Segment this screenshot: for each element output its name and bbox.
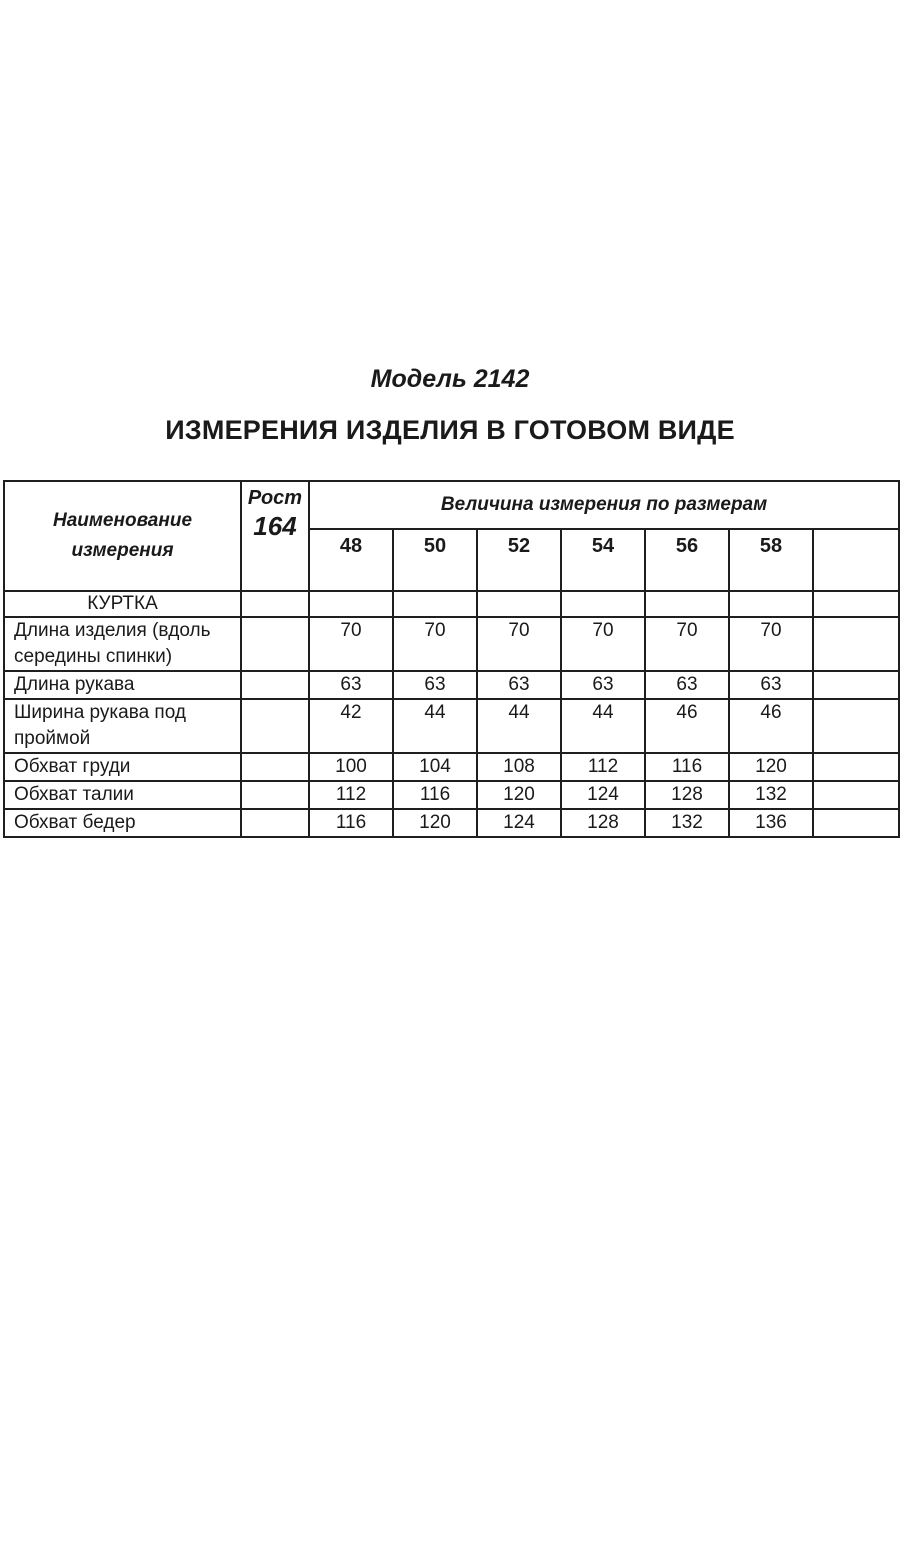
value-cell: 116: [309, 809, 393, 837]
value-cell-empty: [813, 671, 899, 699]
table-row: [4, 781, 899, 809]
value-cell: 108: [477, 753, 561, 781]
empty-cell: [241, 809, 309, 837]
value-cell: 132: [645, 809, 729, 837]
value-cell-empty: [813, 809, 899, 837]
size-col-header: 58: [729, 529, 813, 591]
table-row: [4, 699, 899, 753]
value-cell: 120: [393, 809, 477, 837]
row-label: Ширина рукава под проймой: [4, 699, 241, 753]
column-header-sizes-group: Величина измерения по размерам: [309, 481, 899, 529]
value-cell: 104: [393, 753, 477, 781]
value-cell: 63: [393, 671, 477, 699]
column-header-height: [241, 481, 309, 591]
value-cell-empty: [813, 699, 899, 753]
value-cell: 124: [477, 809, 561, 837]
value-cell: 70: [561, 617, 645, 671]
size-col-header-empty: [813, 529, 899, 591]
value-cell: 132: [729, 781, 813, 809]
value-cell: 70: [477, 617, 561, 671]
value-cell: 70: [309, 617, 393, 671]
table-row: [4, 617, 899, 671]
empty-cell: [477, 591, 561, 617]
size-col-header: 48: [309, 529, 393, 591]
value-cell: 70: [729, 617, 813, 671]
measurements-table: [3, 480, 900, 838]
value-cell: 100: [309, 753, 393, 781]
value-cell: 44: [393, 699, 477, 753]
size-col-header: 54: [561, 529, 645, 591]
empty-cell: [645, 591, 729, 617]
value-cell: 116: [393, 781, 477, 809]
empty-cell: [309, 591, 393, 617]
empty-cell: [393, 591, 477, 617]
column-header-measurement-name: Наименование измерения: [4, 481, 241, 591]
size-col-header: 50: [393, 529, 477, 591]
row-label: Обхват талии: [4, 781, 241, 809]
value-cell: 44: [561, 699, 645, 753]
section-row: [4, 591, 899, 617]
value-cell: 136: [729, 809, 813, 837]
size-col-header: 56: [645, 529, 729, 591]
value-cell: 124: [561, 781, 645, 809]
value-cell-empty: [813, 617, 899, 671]
value-cell: 112: [309, 781, 393, 809]
row-label: Длина изделия (вдоль середины спинки): [4, 617, 241, 671]
empty-cell: [241, 591, 309, 617]
value-cell: 70: [393, 617, 477, 671]
value-cell: 46: [645, 699, 729, 753]
empty-cell: [241, 617, 309, 671]
page-title-model: Модель 2142: [370, 365, 530, 393]
table-row: [4, 809, 899, 837]
table-header-row-group: [4, 481, 899, 529]
value-cell: 42: [309, 699, 393, 753]
value-cell: 46: [729, 699, 813, 753]
value-cell: 63: [309, 671, 393, 699]
page-title-main: ИЗМЕРЕНИЯ ИЗДЕЛИЯ В ГОТОВОМ ВИДЕ: [165, 415, 735, 445]
empty-cell: [241, 671, 309, 699]
empty-cell: [241, 699, 309, 753]
empty-cell: [241, 753, 309, 781]
section-row-label: КУРТКА: [4, 591, 241, 617]
table-row: [4, 753, 899, 781]
value-cell: 116: [645, 753, 729, 781]
value-cell: 63: [477, 671, 561, 699]
size-col-header: 52: [477, 529, 561, 591]
row-label: Обхват бедер: [4, 809, 241, 837]
value-cell-empty: [813, 753, 899, 781]
empty-cell: [241, 781, 309, 809]
height-label: Рост: [247, 487, 303, 509]
row-label: Длина рукава: [4, 671, 241, 699]
row-label: Обхват груди: [4, 753, 241, 781]
value-cell: 63: [729, 671, 813, 699]
value-cell: 63: [645, 671, 729, 699]
empty-cell: [729, 591, 813, 617]
value-cell: 63: [561, 671, 645, 699]
value-cell: 112: [561, 753, 645, 781]
value-cell: 120: [477, 781, 561, 809]
value-cell: 128: [645, 781, 729, 809]
empty-cell: [561, 591, 645, 617]
value-cell: 70: [645, 617, 729, 671]
empty-cell: [813, 591, 899, 617]
value-cell: 44: [477, 699, 561, 753]
height-value: 164: [253, 511, 297, 541]
value-cell: 128: [561, 809, 645, 837]
value-cell: 120: [729, 753, 813, 781]
table-row: [4, 671, 899, 699]
value-cell-empty: [813, 781, 899, 809]
